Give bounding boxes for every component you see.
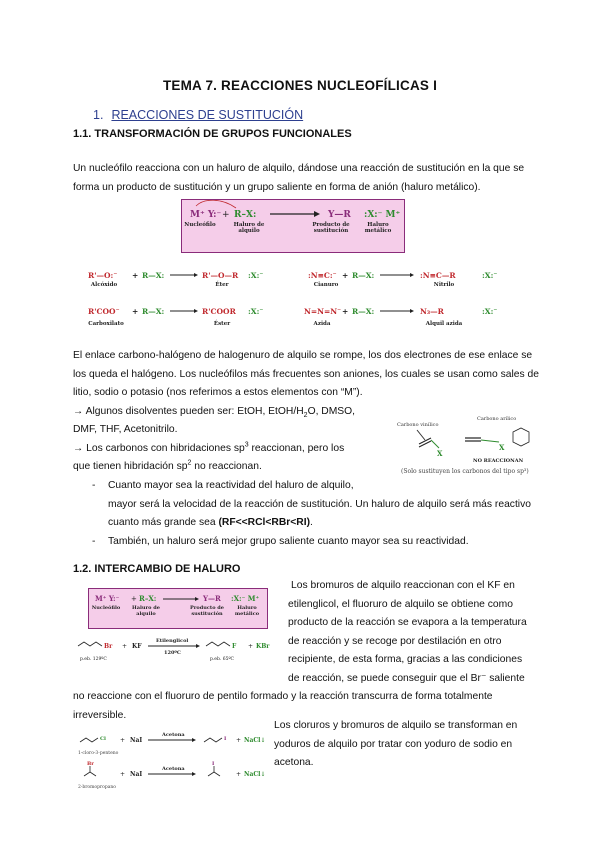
label-carboxylate: Carboxilato bbox=[88, 321, 124, 327]
para-line: → Los carbonos con hibridaciones $sp^3$ reaccionan, pero los bbox=[73, 441, 345, 454]
product-bp: p.eb. 65ºC bbox=[210, 657, 235, 662]
para-line: de reacción y se recoge por destilación en otro bbox=[288, 635, 502, 647]
svg-text:X: X bbox=[499, 443, 505, 452]
bullet-list bbox=[92, 477, 532, 551]
svg-text:Br: Br bbox=[104, 643, 113, 650]
alkyl-halide-text: R–X: bbox=[234, 210, 257, 220]
kf-exchange-drawing bbox=[76, 630, 276, 666]
box-label-metal-halide: Haluro metálico bbox=[234, 605, 260, 617]
svg-text:+: + bbox=[236, 737, 242, 744]
electron-arrow bbox=[196, 200, 236, 208]
reactant-carboxylate: R'COO⁻ bbox=[88, 307, 120, 316]
para-line: acetona. bbox=[274, 757, 314, 768]
box-label-halide: Haluro de alquilo bbox=[132, 605, 160, 617]
svg-text:+: + bbox=[342, 307, 349, 316]
product-nitrile: :N≡C—R bbox=[420, 271, 456, 280]
label-aryl: Carbono arílico bbox=[477, 416, 517, 422]
label-chloropentene: 1-cloro-3-penteno bbox=[78, 751, 119, 756]
label-nitrile: Nitrilo bbox=[433, 282, 455, 288]
nucleophile-text: M⁺ Y:⁻ bbox=[190, 210, 222, 220]
nucleophile-examples-scheme bbox=[80, 262, 520, 340]
svg-text:+: + bbox=[131, 595, 137, 603]
svg-text:+: + bbox=[120, 771, 126, 778]
svg-text:I: I bbox=[212, 761, 215, 767]
para-line: no reaccione con el fluoruro de pentilo formado y la reacción transcurra de forma totalmente bbox=[73, 691, 493, 702]
bullet-line: mayor será la velocidad de la reacción de sustitución. Un haluro de alquilo será más reactivo bbox=[108, 498, 531, 510]
intro-paragraph bbox=[73, 160, 543, 197]
halide-1: R—X: bbox=[142, 271, 165, 280]
label-vinyl: Carbono vinílico bbox=[397, 422, 439, 428]
svg-text:F: F bbox=[232, 643, 237, 650]
para-line: DMF, THF, Acetonitrilo. bbox=[73, 424, 178, 435]
reactant-bp: p.eb. 129ºC bbox=[80, 657, 107, 662]
para-line: etilenglicol, el fluoruro de alquilo se obtiene como bbox=[288, 598, 513, 610]
reagent-kf: KF bbox=[132, 643, 142, 650]
bullet-dash: - bbox=[92, 480, 96, 491]
svg-text::X:⁻ M⁺: :X:⁻ M⁺ bbox=[231, 594, 260, 603]
label-bromopropane: 2-bromopropano bbox=[78, 785, 117, 790]
svg-text:+: + bbox=[120, 737, 126, 744]
byproduct-kbr: KBr bbox=[256, 643, 270, 650]
side-figure-caption: (Solo sustituyen los carbonos del tipo sp³) bbox=[401, 468, 529, 475]
para-line: El enlace carbono-halógeno de halogenuro de alquilo se rompe, los dos electrones de ese enlace se bbox=[73, 350, 533, 361]
product-ether: R'—O—R bbox=[202, 271, 239, 280]
para-line: los queda el halógeno. Los nucleófilos más frecuentes son aniones, los cuales se usan como sales de bbox=[73, 368, 539, 380]
subsection-heading-1-1: 1.1. TRANSFORMACIÓN DE GRUPOS FUNCIONALES bbox=[73, 128, 352, 140]
halide-exchange-paragraph bbox=[288, 577, 538, 688]
para-line: producto de la reacción se evapora a la temperatura bbox=[288, 617, 527, 628]
sp2-carbon-drawing bbox=[395, 414, 540, 470]
svg-text:+: + bbox=[236, 771, 242, 778]
para-line: irreversible. bbox=[73, 709, 127, 721]
para-line: que tienen hibridación $sp^2$ no reaccionan. bbox=[73, 459, 262, 472]
solvent-acetone-1: Acetona bbox=[162, 732, 185, 738]
solvent-acetone-2: Acetona bbox=[162, 766, 185, 772]
substitution-scheme bbox=[181, 199, 405, 253]
reagent-nai-1: NaI bbox=[130, 737, 143, 744]
leaving-2: :X:⁻ bbox=[482, 271, 498, 280]
reactivity-order: (RF<<RCl<RBr<RI) bbox=[218, 517, 311, 528]
halide-4: R—X: bbox=[352, 307, 375, 316]
para-line: yoduros de alquilo por tratar con yoduro de sodio en bbox=[274, 738, 513, 750]
label-azide: Azida bbox=[313, 321, 331, 327]
para-line: recipiente, de esta forma, gracias a las condiciones bbox=[288, 654, 523, 665]
bullet-line: - Cuanto mayor sea la reactividad del haluro de alquilo, bbox=[92, 477, 532, 496]
svg-text:I: I bbox=[224, 736, 227, 742]
halide-3: R—X: bbox=[142, 307, 165, 316]
bullet-dash: - bbox=[92, 535, 96, 547]
nucleophile-examples-drawing bbox=[80, 262, 520, 340]
svg-text:+: + bbox=[132, 271, 139, 280]
svg-text:Y—R: Y—R bbox=[203, 594, 221, 603]
byproduct-nacl-1: NaCl↓ bbox=[244, 737, 266, 744]
label-alkyl-azide: Alquil azida bbox=[425, 321, 463, 327]
leaving-4: :X:⁻ bbox=[482, 307, 498, 316]
temperature: 120ºC bbox=[164, 650, 181, 656]
bullet-line: - También, un haluro será mejor grupo saliente cuanto mayor sea su reactividad. bbox=[92, 533, 532, 552]
nai-exchange-scheme bbox=[76, 724, 276, 796]
reagent-nai-2: NaI bbox=[130, 771, 143, 778]
box-label-nucleophile: Nucleófilo bbox=[91, 605, 121, 611]
halide-2: R—X: bbox=[352, 271, 375, 280]
label-cyanide: Cianuro bbox=[313, 282, 339, 288]
para-line: de reacción, se puede conseguir que el Br⁻ saliente bbox=[288, 672, 525, 684]
leaving-3: :X:⁻ bbox=[248, 307, 264, 316]
label-nucleophile: Nucleófilo bbox=[184, 222, 216, 228]
nai-paragraph bbox=[274, 717, 534, 773]
leaving-1: :X:⁻ bbox=[248, 271, 264, 280]
reactant-alkoxide: R'—O:⁻ bbox=[88, 271, 118, 280]
product-azide: N₃—R bbox=[420, 307, 444, 316]
reaction-arrow-head bbox=[314, 211, 320, 217]
svg-text:Br: Br bbox=[87, 761, 94, 767]
page-title: TEMA 7. REACCIONES NUCLEOFÍLICAS I bbox=[162, 78, 438, 93]
para-line: Los cloruros y bromuros de alquilo se transforman en bbox=[274, 720, 518, 731]
intro-line: Un nucleófilo reacciona con un haluro de alquilo, dándose una reacción de sustitución en la que se bbox=[73, 163, 525, 174]
svg-text:+: + bbox=[132, 307, 139, 316]
product-text: Y—R bbox=[328, 210, 351, 220]
box-label-product: Producto de sustitución bbox=[190, 605, 224, 617]
section-heading bbox=[93, 108, 303, 122]
subsection-heading-1-2: 1.2. INTERCAMBIO DE HALURO bbox=[73, 563, 241, 575]
label-alkyl-halide: Haluro de alquilo bbox=[233, 222, 265, 234]
reactant-cyanide: :N≡C:⁻ bbox=[308, 271, 337, 280]
leaving-group-text: :X:⁻ M⁺ bbox=[364, 210, 401, 220]
svg-text:R–X:: R–X: bbox=[139, 594, 157, 603]
svg-text:X: X bbox=[437, 449, 443, 458]
plus-sign: + bbox=[222, 210, 230, 220]
byproduct-nacl-2: NaCl↓ bbox=[244, 771, 266, 778]
label-ester: Éster bbox=[213, 321, 231, 327]
nai-exchange-drawing bbox=[76, 724, 276, 796]
product-ester: R'COOR bbox=[202, 307, 236, 316]
label-metal-halide: Haluro metálico bbox=[364, 222, 392, 234]
reactant-azide: N=N=N⁻ bbox=[304, 307, 342, 316]
para-line: Los bromuros de alquilo reaccionan con el KF en bbox=[291, 580, 515, 591]
kf-exchange-scheme bbox=[76, 630, 276, 666]
label-product: Producto de sustitución bbox=[312, 222, 350, 234]
svg-text:+: + bbox=[342, 271, 349, 280]
solvent-ethylene-glycol: Etilenglicol bbox=[156, 638, 189, 644]
svg-text:Cl: Cl bbox=[100, 736, 106, 742]
label-ether: Éter bbox=[215, 282, 229, 288]
intro-line: forma un producto de sustitución y un grupo saliente en forma de anión (haluro metálico). bbox=[73, 181, 481, 193]
halide-exchange-box bbox=[88, 588, 268, 629]
bullet-line: cuanto más grande sea (RF<<RCl<RBr<RI). bbox=[108, 517, 313, 528]
svg-text:+: + bbox=[122, 643, 128, 650]
para-line: litio, sodio o potasio (nos referimos a estos elementos con “M”). bbox=[73, 387, 363, 398]
para-line: → Algunos disolventes pueden ser: EtOH, EtOH/$H_2O$, DMSO, bbox=[73, 405, 356, 419]
section-number: 1. bbox=[93, 108, 104, 122]
section-title: REACCIONES DE SUSTITUCIÓN bbox=[111, 108, 304, 122]
svg-text:M⁺ Y:⁻: M⁺ Y:⁻ bbox=[95, 594, 120, 603]
label-alkoxide: Alcóxido bbox=[90, 282, 118, 288]
sp2-carbon-figure bbox=[395, 414, 540, 480]
no-react-label: NO REACCIONAN bbox=[473, 458, 524, 464]
svg-text:+: + bbox=[248, 643, 254, 650]
